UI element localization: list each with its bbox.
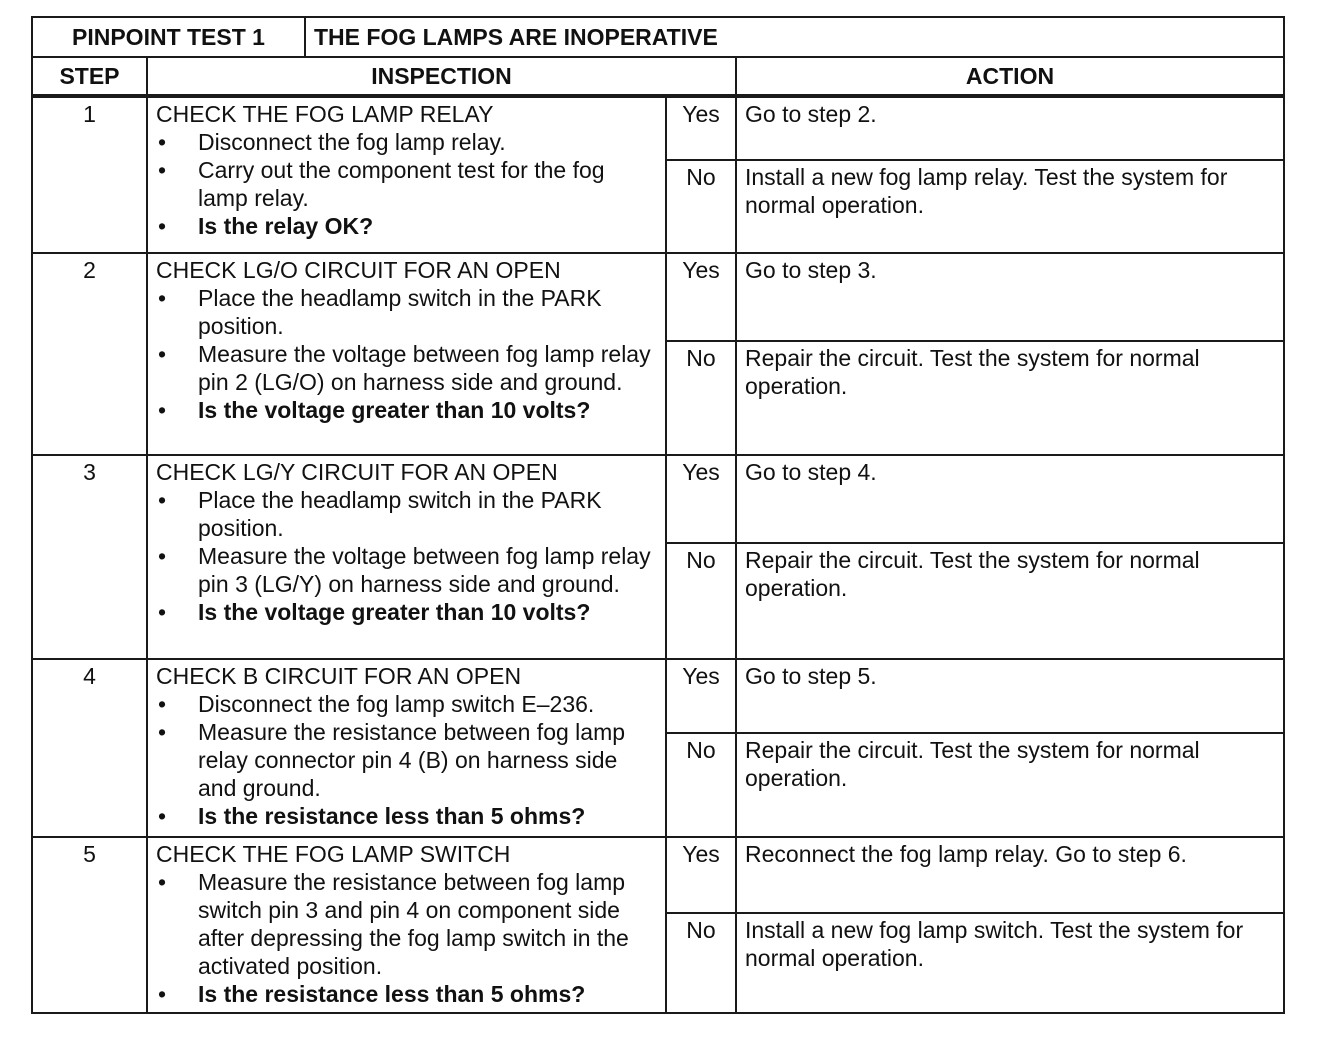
step-question: • Is the resistance less than 5 ohms? [156, 802, 657, 830]
step-5-yes-row [32, 837, 1284, 913]
no-label: No [666, 733, 736, 837]
step-bullet: • Carry out the component test for the fog lamp relay. [156, 156, 657, 212]
step-bullet-list [156, 868, 657, 1008]
step-inspection [147, 455, 666, 659]
step-bullet: • Measure the voltage between fog lamp relay pin 2 (LG/O) on harness side and ground. [156, 340, 657, 396]
yes-label: Yes [666, 455, 736, 543]
step-title: CHECK THE FOG LAMP RELAY [156, 101, 494, 127]
step-title: CHECK B CIRCUIT FOR AN OPEN [156, 663, 522, 689]
step-number: 5 [32, 837, 147, 1013]
step-number: 1 [32, 97, 147, 253]
column-header-row [32, 58, 1284, 95]
step-bullet-list [156, 128, 657, 240]
step-bullet: • Disconnect the fog lamp relay. [156, 128, 657, 156]
step-bullet: • Measure the voltage between fog lamp relay pin 3 (LG/Y) on harness side and ground. [156, 542, 657, 598]
step-inspection [147, 253, 666, 455]
step-number: 2 [32, 253, 147, 455]
header-step: STEP [32, 58, 147, 95]
no-label: No [666, 913, 736, 1013]
no-label: No [666, 160, 736, 253]
step-number: 3 [32, 455, 147, 659]
column-header-table [31, 58, 1285, 96]
no-label: No [666, 543, 736, 659]
step-bullet: • Place the headlamp switch in the PARK position. [156, 486, 657, 542]
step-title: CHECK LG/O CIRCUIT FOR AN OPEN [156, 257, 561, 283]
no-action: Install a new fog lamp switch. Test the system for normal operation. [736, 913, 1284, 1013]
step-inspection [147, 837, 666, 1013]
no-action: Repair the circuit. Test the system for normal operation. [736, 543, 1284, 659]
step-inspection [147, 659, 666, 837]
test-label: PINPOINT TEST 1 [32, 17, 305, 57]
yes-action: Go to step 3. [736, 253, 1284, 341]
yes-action: Go to step 4. [736, 455, 1284, 543]
step-bullet: • Disconnect the fog lamp switch E–236. [156, 690, 657, 718]
step-title: CHECK LG/Y CIRCUIT FOR AN OPEN [156, 459, 558, 485]
pinpoint-test-sheet [31, 16, 1283, 1014]
header-action: ACTION [736, 58, 1284, 95]
test-title-table [31, 16, 1285, 58]
step-bullet: • Place the headlamp switch in the PARK position. [156, 284, 657, 340]
step-bullet-list [156, 284, 657, 424]
step-inspection [147, 97, 666, 253]
step-question: • Is the relay OK? [156, 212, 657, 240]
yes-action: Go to step 2. [736, 97, 1284, 160]
step-3-yes-row [32, 455, 1284, 543]
test-title: THE FOG LAMPS ARE INOPERATIVE [305, 17, 1284, 57]
step-question: • Is the voltage greater than 10 volts? [156, 598, 657, 626]
yes-label: Yes [666, 837, 736, 913]
step-bullet-list [156, 690, 657, 830]
step-bullet-list [156, 486, 657, 626]
no-action: Repair the circuit. Test the system for normal operation. [736, 733, 1284, 837]
step-question: • Is the voltage greater than 10 volts? [156, 396, 657, 424]
yes-label: Yes [666, 253, 736, 341]
test-title-row [32, 17, 1284, 57]
step-number: 4 [32, 659, 147, 837]
yes-label: Yes [666, 659, 736, 733]
header-inspection: INSPECTION [147, 58, 736, 95]
step-bullet: • Measure the resistance between fog lamp switch pin 3 and pin 4 on component side after depressing the fog lamp switch in the activated position. [156, 868, 657, 980]
step-bullet: • Measure the resistance between fog lamp relay connector pin 4 (B) on harness side and ground. [156, 718, 657, 802]
step-2-yes-row [32, 253, 1284, 341]
step-question: • Is the resistance less than 5 ohms? [156, 980, 657, 1008]
yes-label: Yes [666, 97, 736, 160]
steps-table [31, 96, 1285, 1014]
no-label: No [666, 341, 736, 455]
step-1-yes-row [32, 97, 1284, 160]
yes-action: Reconnect the fog lamp relay. Go to step 6. [736, 837, 1284, 913]
step-4-yes-row [32, 659, 1284, 733]
no-action: Install a new fog lamp relay. Test the system for normal operation. [736, 160, 1284, 253]
step-title: CHECK THE FOG LAMP SWITCH [156, 841, 511, 867]
no-action: Repair the circuit. Test the system for normal operation. [736, 341, 1284, 455]
yes-action: Go to step 5. [736, 659, 1284, 733]
